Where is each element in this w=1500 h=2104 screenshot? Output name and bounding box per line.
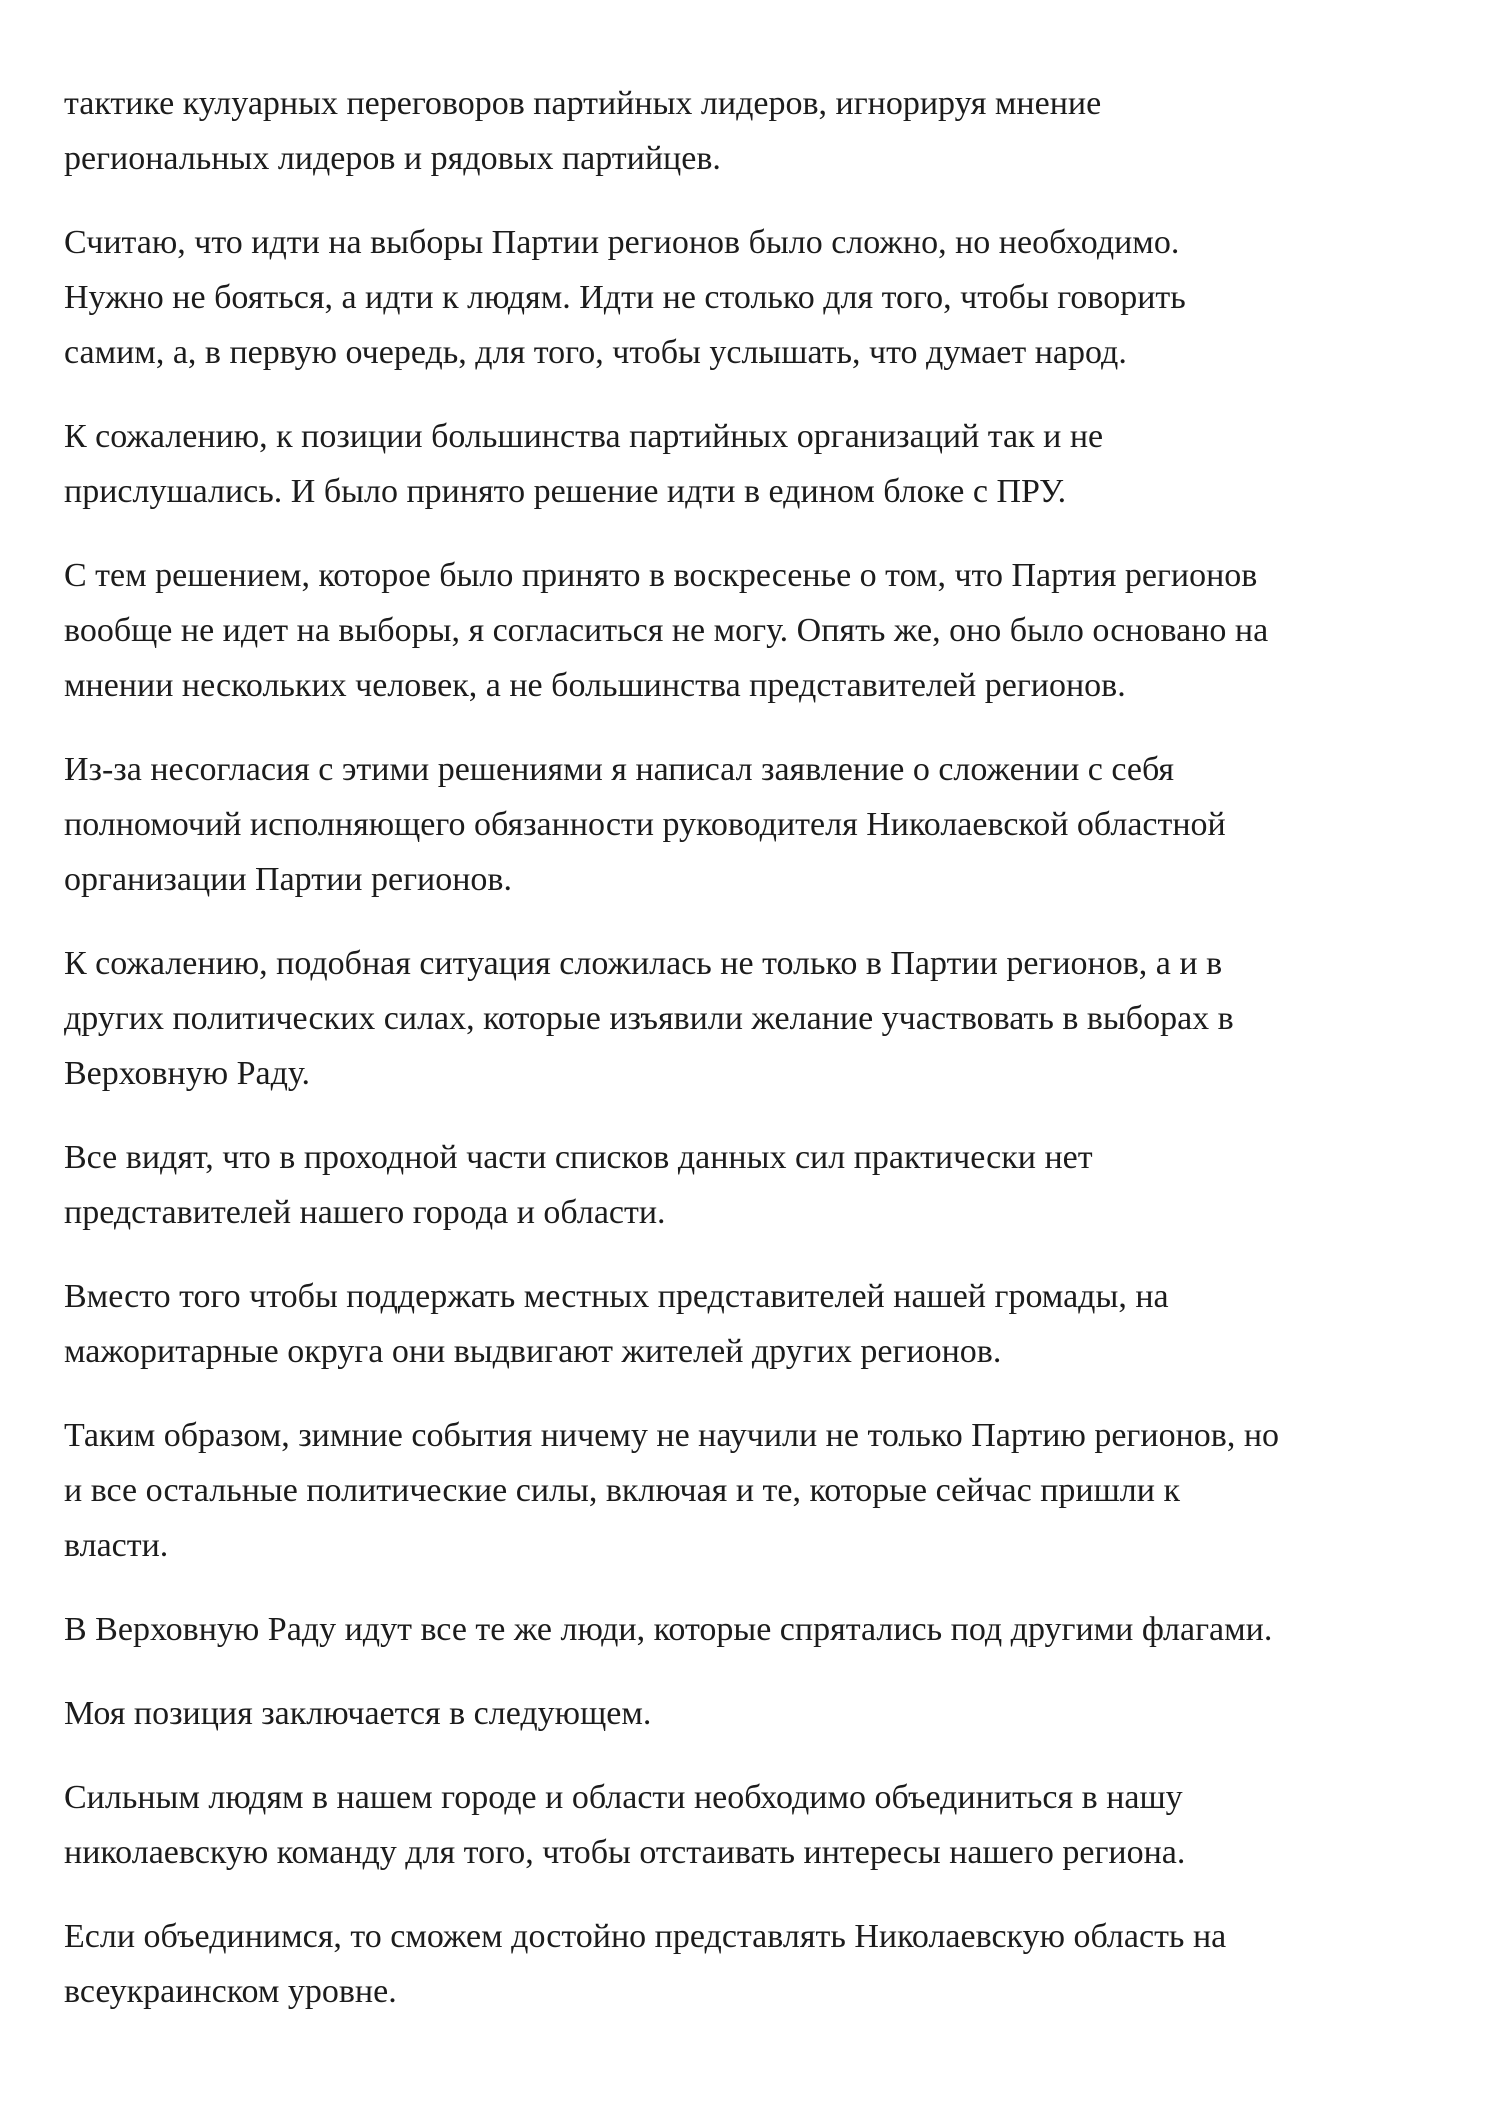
paragraph-8: Вместо того чтобы поддержать местных представителей нашей громады, на мажоритарные округа они выдвигают жителей других регионов. xyxy=(64,1278,1169,1370)
paragraph-11: Моя позиция заключается в следующем. xyxy=(64,1695,652,1732)
paragraph-2: Считаю, что идти на выборы Партии регионов было сложно, но необходимо. Нужно не бояться, а идти к людям. Идти не столько для того, чтобы говорить самим, а, в первую очередь, для того, чтобы услышать, что думает народ. xyxy=(64,224,1186,371)
paragraph-7: Все видят, что в проходной части списков данных сил практически нет представителей нашего города и области. xyxy=(64,1139,1093,1231)
paragraph-1: тактике кулуарных переговоров партийных лидеров, игнорируя мнение региональных лидеров и рядовых партийцев. xyxy=(64,85,1102,177)
paragraph-13: Если объединимся, то сможем достойно представлять Николаевскую область на всеукраинском уровне. xyxy=(64,1918,1227,2010)
paragraph-3: К сожалению, к позиции большинства партийных организаций так и не прислушались. И было принято решение идти в едином блоке с ПРУ. xyxy=(64,418,1104,510)
paragraph-10: В Верховную Раду идут все те же люди, которые спрятались под другими флагами. xyxy=(64,1611,1273,1648)
paragraph-5: Из-за несогласия с этими решениями я написал заявление о сложении с себя полномочий исполняющего обязанности руководителя Николаевской областной организации Партии регионов. xyxy=(64,751,1226,898)
paragraph-12: Сильным людям в нашем городе и области необходимо объединиться в нашу николаевскую команду для того, чтобы отстаивать интересы нашего региона. xyxy=(64,1779,1186,1871)
paragraph-9: Таким образом, зимние события ничему не научили не только Партию регионов, но и все остальные политические силы, включая и те, которые сейчас пришли к власти. xyxy=(64,1417,1280,1564)
paragraph-4: С тем решением, которое было принято в воскресенье о том, что Партия регионов вообще не идет на выборы, я согласиться не могу. Опять же, оно было основано на мнении нескольких человек, а не большинства представителей регионов. xyxy=(64,557,1269,704)
document-body xyxy=(64,76,1464,2048)
paragraph-6: К сожалению, подобная ситуация сложилась не только в Партии регионов, а и в других политических силах, которые изъявили желание участвовать в выборах в Верховную Раду. xyxy=(64,945,1234,1092)
